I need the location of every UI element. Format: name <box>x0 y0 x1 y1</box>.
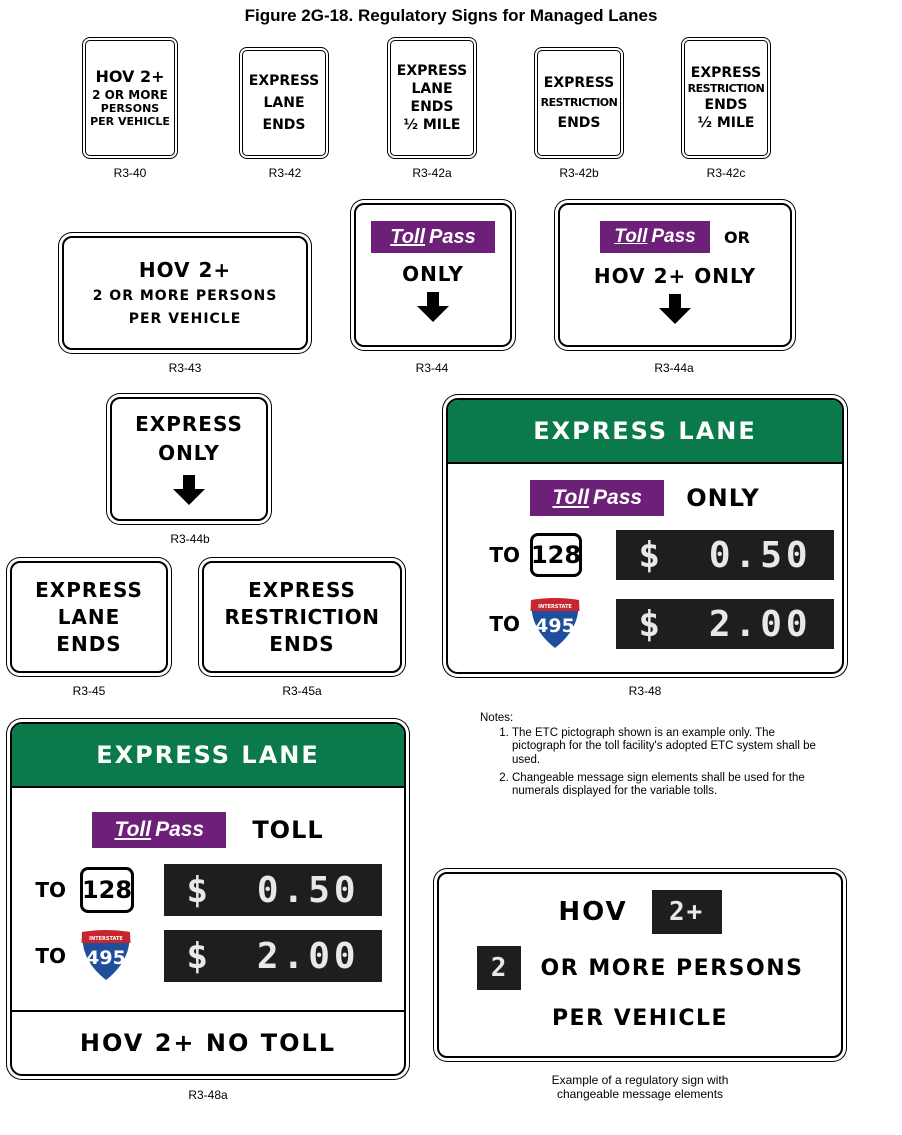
sign-code: R3-48a <box>188 1088 228 1102</box>
price-symbol: $ <box>638 534 665 576</box>
sign-line: 2 OR MORE PERSONS <box>92 288 278 305</box>
price-value: 0.50 <box>708 534 812 576</box>
sign-r3-42a <box>390 40 474 156</box>
display-value: 2 <box>490 953 507 983</box>
toll-pass-logo <box>530 480 664 516</box>
notes-heading: Notes: <box>480 712 514 724</box>
sign-line: EXPRESS <box>35 577 143 602</box>
sign-line: LANE <box>57 604 121 629</box>
to-label: TO <box>489 612 520 636</box>
sign-code: R3-44b <box>170 532 210 546</box>
sign-header <box>12 724 404 788</box>
price-symbol: $ <box>186 935 213 977</box>
toll-price-display <box>616 599 834 649</box>
only-text: ONLY <box>686 484 760 512</box>
sign-footer <box>12 1010 404 1074</box>
sign-line: EXPRESS <box>248 72 320 89</box>
sign-r3-40 <box>85 40 175 156</box>
sign-line: EXPRESS <box>690 64 762 81</box>
sign-line: ENDS <box>704 97 748 114</box>
sign-r3-44a <box>558 203 792 347</box>
sign-line: HOV 2+ <box>138 258 232 283</box>
toll-pass-toll: Toll <box>114 818 152 841</box>
sign-r3-42c <box>684 40 768 156</box>
pass-or-row <box>600 221 750 253</box>
sign-line: EXPRESS <box>135 412 243 436</box>
sign-code: R3-44a <box>654 361 694 375</box>
sign-header <box>448 400 842 464</box>
sign-cms-example <box>437 872 843 1058</box>
sign-r3-45a <box>202 561 402 673</box>
display-value: 2+ <box>668 897 705 927</box>
sign-r3-44b <box>110 397 268 521</box>
hov-row <box>558 890 721 934</box>
route-number: 495 <box>86 947 126 969</box>
persons-row <box>477 946 804 990</box>
sign-r3-43 <box>62 236 308 350</box>
header-text: EXPRESS LANE <box>96 741 320 769</box>
sign-line: RESTRICTION <box>224 604 380 629</box>
figure-title: Figure 2G-18. Regulatory Signs for Managed Lanes <box>244 6 658 25</box>
note-item: 2. Changeable message sign elements shall be used for the numerals displayed for the variable tolls. <box>512 772 820 798</box>
toll-pass-word: Pass <box>429 225 476 248</box>
hov-number-display <box>652 890 722 934</box>
route-number: 495 <box>535 615 575 637</box>
pass-row <box>92 812 323 848</box>
per-vehicle-text: PER VEHICLE <box>551 1006 729 1031</box>
interstate-label: INTERSTATE <box>538 604 572 610</box>
sign-line: EXPRESS <box>543 74 615 91</box>
toll-pass-word: Pass <box>155 818 205 841</box>
price-value: 2.00 <box>256 935 360 977</box>
sign-line: HOV 2+ ONLY <box>593 264 757 288</box>
interstate-495-shield <box>528 598 582 650</box>
to-label: TO <box>35 878 66 902</box>
sign-code: R3-40 <box>113 166 147 180</box>
toll-pass-word: Pass <box>651 226 696 247</box>
arrow-down-icon <box>415 292 451 322</box>
toll-pass-logo <box>92 812 226 848</box>
sign-line: ½ MILE <box>697 115 755 132</box>
route-128-shield <box>530 533 582 577</box>
pass-row <box>530 480 759 516</box>
sign-line: ENDS <box>269 631 335 656</box>
price-row-1 <box>12 864 404 916</box>
sign-line: EXPRESS <box>396 62 468 79</box>
sign-line: ENDS <box>262 117 306 134</box>
sign-code: R3-44 <box>415 361 449 375</box>
toll-text: TOLL <box>252 816 324 844</box>
toll-pass-logo <box>600 221 710 253</box>
sign-code: R3-42 <box>268 166 302 180</box>
price-symbol: $ <box>638 603 665 645</box>
arrow-down-icon <box>171 475 207 505</box>
sign-line: EXPRESS <box>248 577 356 602</box>
sign-code: R3-42c <box>706 166 746 180</box>
price-symbol: $ <box>186 869 213 911</box>
sign-code: R3-42b <box>559 166 599 180</box>
interstate-label: INTERSTATE <box>89 936 123 942</box>
sign-line: ENDS <box>410 99 454 115</box>
to-label: TO <box>35 944 66 968</box>
sign-r3-42b <box>537 50 621 156</box>
toll-pass-logo <box>371 221 495 253</box>
caption-line: Example of a regulatory sign with <box>551 1073 729 1087</box>
persons-text: OR MORE PERSONS <box>540 955 804 981</box>
sign-line: ONLY <box>158 441 220 465</box>
route-128-shield <box>80 867 134 913</box>
route-number: 128 <box>530 541 582 569</box>
toll-pass-toll: Toll <box>614 226 648 247</box>
sign-line: PERSONS <box>100 101 160 115</box>
persons-number-display <box>477 946 521 990</box>
notes <box>480 712 820 803</box>
interstate-495-shield <box>78 930 134 982</box>
note-item: 1. The ETC pictograph shown is an example only. The pictograph for the toll facility's adopted ETC system shall be used. <box>512 727 820 767</box>
sign-r3-42 <box>242 50 326 156</box>
to-label: TO <box>489 543 520 567</box>
sign-r3-48 <box>446 398 844 674</box>
caption-line: changeable message elements <box>556 1087 724 1102</box>
toll-pass-word: Pass <box>593 486 643 509</box>
sign-code: R3-48 <box>628 684 662 698</box>
sign-line: HOV 2+ <box>95 66 165 86</box>
sign-code: R3-43 <box>168 361 202 375</box>
sign-line: LANE <box>263 94 305 111</box>
sign-line: ENDS <box>56 631 122 656</box>
sign-r3-48a <box>10 722 406 1076</box>
sign-line: PER VEHICLE <box>90 114 170 128</box>
sign-line: RESTRICTION <box>540 95 618 109</box>
sign-code: R3-45a <box>282 684 322 698</box>
route-number: 128 <box>81 876 133 904</box>
footer-text: HOV 2+ NO TOLL <box>79 1029 337 1057</box>
sign-line: RESTRICTION <box>687 81 765 95</box>
toll-pass-toll: Toll <box>390 225 426 248</box>
sign-line: 2 OR MORE <box>92 88 168 103</box>
sign-line: LANE <box>411 80 453 97</box>
notes-list <box>480 727 820 798</box>
arrow-down-icon <box>657 294 693 324</box>
hov-text: HOV <box>558 897 628 927</box>
toll-pass-toll: Toll <box>552 486 590 509</box>
price-value: 0.50 <box>256 869 360 911</box>
sign-line: PER VEHICLE <box>128 310 242 327</box>
sign-code: R3-45 <box>72 684 106 698</box>
header-text: EXPRESS LANE <box>533 417 757 445</box>
toll-price-display <box>164 864 382 916</box>
sign-code: R3-42a <box>412 166 452 180</box>
toll-price-display <box>164 930 382 982</box>
sign-line: ONLY <box>402 262 464 286</box>
sign-r3-45 <box>10 561 168 673</box>
or-text: OR <box>724 227 750 247</box>
cms-caption <box>500 1073 780 1102</box>
sign-r3-44 <box>354 203 512 347</box>
sign-line: ENDS <box>557 115 601 132</box>
price-row-1 <box>448 530 842 580</box>
sign-line: ½ MILE <box>403 117 461 134</box>
price-row-2 <box>448 598 842 650</box>
price-value: 2.00 <box>708 603 812 645</box>
price-row-2 <box>12 930 404 982</box>
toll-price-display <box>616 530 834 580</box>
